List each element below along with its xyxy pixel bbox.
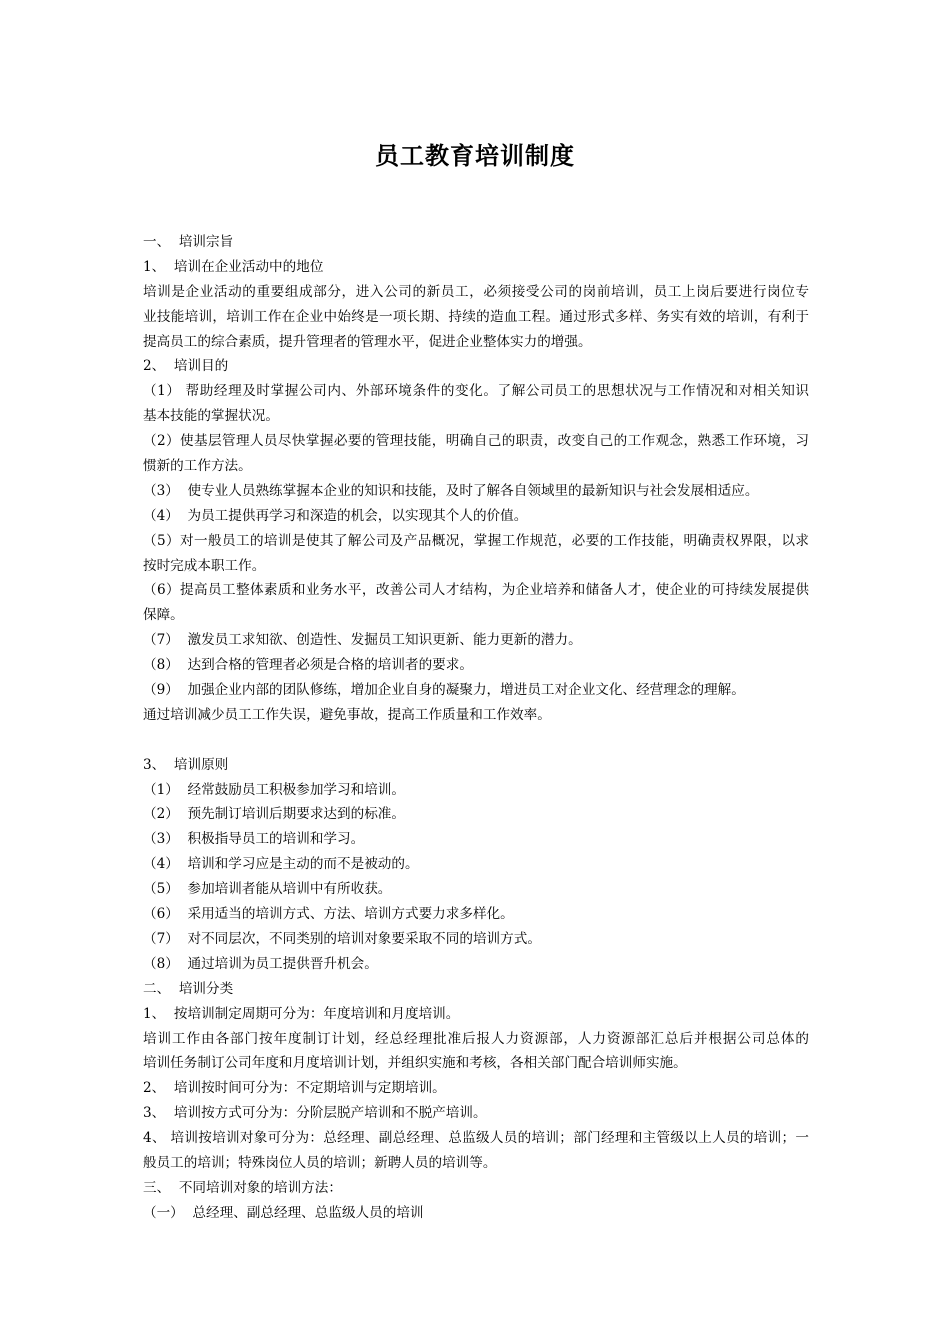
document-body [143, 230, 809, 1226]
text-line: （6） 采用适当的培训方式、方法、培训方式要力求多样化。 [143, 906, 514, 923]
text-line: 2、 培训目的 [143, 358, 229, 375]
text-line: 3、 培训按方式可分为：分阶层脱产培训和不脱产培训。 [143, 1105, 487, 1122]
text-line: 1、 按培训制定周期可分为：年度培训和月度培训。 [143, 1005, 460, 1022]
text-line: 般员工的培训；特殊岗位人员的培训；新聘人员的培训等。 [143, 1154, 497, 1171]
text-line: （4） 为员工提供再学习和深造的机会，以实现其个人的价值。 [143, 507, 528, 524]
text-line: 二、 培训分类 [143, 980, 234, 997]
text-line: （8） 达到合格的管理者必须是合格的培训者的要求。 [143, 657, 473, 674]
text-line: 惯新的工作方法。 [143, 458, 252, 475]
text-line: （7） 激发员工求知欲、创造性、发掘员工知识更新、能力更新的潜力。 [143, 632, 582, 649]
text-line: 业技能培训，培训工作在企业中始终是一项长期、持续的造血工程。通过形式多样、务实有效的培训，有利于 [143, 308, 809, 325]
text-line: 3、 培训原则 [143, 756, 229, 773]
text-line: （1） 帮助经理及时掌握公司内、外部环境条件的变化。了解公司员工的思想状况与工作情况和对相关知识 [143, 383, 809, 400]
text-line: （4） 培训和学习应是主动的而不是被动的。 [143, 856, 419, 873]
text-line: （7） 对不同层次，不同类别的培训对象要采取不同的培训方式。 [143, 930, 541, 947]
text-line: 4、 培训按培训对象可分为：总经理、副总经理、总监级人员的培训；部门经理和主管级以上人员的培训；一 [143, 1130, 809, 1147]
text-line: （9） 加强企业内部的团队修练，增加企业自身的凝聚力，增进员工对企业文化、经营理念的理解。 [143, 682, 745, 699]
text-line: （5） 参加培训者能从培训中有所收获。 [143, 881, 392, 898]
text-line: 一、 培训宗旨 [143, 234, 234, 250]
text-line: 2、 培训按时间可分为：不定期培训与定期培训。 [143, 1080, 446, 1097]
text-line: 保障。 [143, 607, 184, 624]
text-line: 三、 不同培训对象的培训方法： [143, 1179, 342, 1196]
text-line: （1） 经常鼓励员工积极参加学习和培训。 [143, 781, 405, 798]
text-line: 提高员工的综合素质，提升管理者的管理水平，促进企业整体实力的增强。 [143, 333, 592, 350]
text-line: （2）使基层管理人员尽快掌握必要的管理技能，明确自己的职责，改变自己的工作观念，熟悉工作环境，习 [143, 433, 809, 450]
text-line: 培训任务制订公司年度和月度培训计划，并组织实施和考核，各相关部门配合培训师实施。 [143, 1055, 687, 1072]
text-line: （8） 通过培训为员工提供晋升机会。 [143, 955, 378, 972]
document-title: 员工教育培训制度 [375, 141, 575, 170]
text-line: （3） 积极指导员工的培训和学习。 [143, 831, 365, 848]
text-line: 培训是企业活动的重要组成部分，进入公司的新员工，必须接受公司的岗前培训，员工上岗后要进行岗位专 [143, 283, 809, 300]
text-line: 基本技能的掌握状况。 [143, 408, 279, 425]
text-line: 通过培训减少员工工作失误，避免事故，提高工作质量和工作效率。 [143, 706, 551, 723]
text-line: （一） 总经理、副总经理、总监级人员的培训 [143, 1204, 424, 1221]
text-line: 1、 培训在企业活动中的地位 [143, 258, 324, 275]
blank-line [143, 728, 809, 753]
text-line: （5）对一般员工的培训是使其了解公司及产品概况，掌握工作规范，必要的工作技能，明确责权界限，以求 [143, 532, 809, 549]
text-line: （2） 预先制订培训后期要求达到的标准。 [143, 806, 405, 823]
text-line: （3） 使专业人员熟练掌握本企业的知识和技能，及时了解各自领域里的最新知识与社会发展相适应。 [143, 482, 759, 499]
text-line: 培训工作由各部门按年度制订计划，经总经理批准后报人力资源部，人力资源部汇总后并根据公司总体的 [143, 1030, 809, 1047]
text-line: 按时完成本职工作。 [143, 557, 266, 574]
text-line: （6）提高员工整体素质和业务水平，改善公司人才结构，为企业培养和储备人才，使企业的可持续发展提供 [143, 582, 809, 599]
